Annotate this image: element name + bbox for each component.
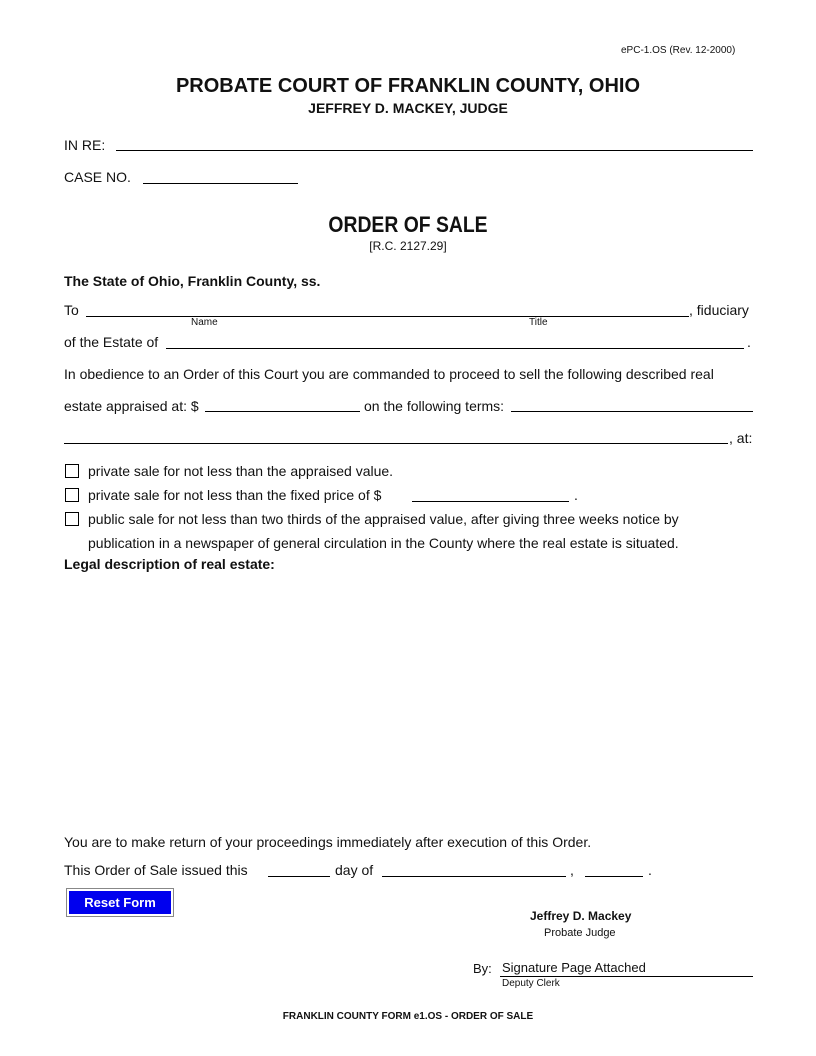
title-caption: Title bbox=[529, 317, 548, 328]
fixed-price-period: . bbox=[574, 487, 578, 503]
estate-period: . bbox=[747, 334, 751, 350]
day-of-label: day of bbox=[335, 862, 374, 878]
terms-field-2[interactable] bbox=[64, 426, 728, 444]
legal-description-field[interactable] bbox=[64, 578, 753, 818]
clerk-signature-line bbox=[500, 976, 753, 977]
fiduciary-name-field[interactable] bbox=[86, 299, 506, 317]
issued-period: . bbox=[648, 862, 652, 878]
in-re-label: IN RE: bbox=[64, 137, 106, 153]
public-sale-checkbox[interactable] bbox=[65, 512, 79, 526]
form-footer: FRANKLIN COUNTY FORM e1.OS - ORDER OF SALE bbox=[282, 1011, 534, 1022]
terms-field-1[interactable] bbox=[511, 394, 753, 412]
obedience-text: In obedience to an Order of this Court you are commanded to proceed to sell the following described real bbox=[64, 366, 714, 382]
to-label: To bbox=[64, 302, 79, 318]
issued-comma: , bbox=[570, 862, 574, 878]
name-caption: Name bbox=[191, 317, 218, 328]
appraised-amount-field[interactable] bbox=[205, 394, 360, 412]
venue-statement: The State of Ohio, Franklin County, ss. bbox=[64, 273, 321, 289]
judge-signature-title: Probate Judge bbox=[544, 927, 616, 939]
estate-label: of the Estate of bbox=[64, 334, 159, 350]
form-id: ePC-1.OS (Rev. 12-2000) bbox=[621, 45, 736, 56]
judge-signature-name: Jeffrey D. Mackey bbox=[530, 909, 632, 923]
issued-year-field[interactable] bbox=[585, 859, 643, 877]
issued-label: This Order of Sale issued this bbox=[64, 862, 248, 878]
legal-description-label: Legal description of real estate: bbox=[64, 556, 275, 572]
fiduciary-title-field[interactable] bbox=[510, 299, 689, 317]
appraised-label: estate appraised at: $ bbox=[64, 398, 199, 414]
by-label: By: bbox=[473, 961, 492, 976]
private-fixed-checkbox[interactable] bbox=[65, 488, 79, 502]
in-re-field[interactable] bbox=[116, 133, 753, 151]
reset-form-button[interactable]: Reset Form bbox=[67, 889, 173, 916]
public-sale-label-line1: public sale for not less than two thirds of the appraised value, after giving three weeks notice by bbox=[88, 511, 679, 527]
issued-month-field[interactable] bbox=[382, 859, 566, 877]
return-instruction: You are to make return of your proceedings immediately after execution of this Order. bbox=[64, 834, 592, 850]
private-fixed-label: private sale for not less than the fixed price of $ bbox=[88, 487, 382, 503]
deputy-clerk-caption: Deputy Clerk bbox=[502, 978, 560, 989]
fixed-price-field[interactable] bbox=[412, 484, 569, 502]
issued-day-field[interactable] bbox=[268, 859, 330, 877]
clerk-signature-value[interactable]: Signature Page Attached bbox=[502, 960, 646, 975]
court-title: PROBATE COURT OF FRANKLIN COUNTY, OHIO bbox=[175, 75, 641, 97]
estate-field[interactable] bbox=[166, 331, 744, 349]
order-title: ORDER OF SALE bbox=[328, 212, 488, 237]
judge-title: JEFFREY D. MACKEY, JUDGE bbox=[308, 100, 508, 116]
fiduciary-label: , fiduciary bbox=[689, 302, 749, 318]
case-no-label: CASE NO. bbox=[64, 169, 131, 185]
private-appraised-checkbox[interactable] bbox=[65, 464, 79, 478]
statute-reference: [R.C. 2127.29] bbox=[369, 239, 447, 253]
private-appraised-label: private sale for not less than the appraised value. bbox=[88, 463, 394, 479]
public-sale-label-line2: publication in a newspaper of general circulation in the County where the real estate is situated. bbox=[88, 535, 679, 551]
case-no-field[interactable] bbox=[143, 166, 298, 184]
terms-label: on the following terms: bbox=[364, 398, 505, 414]
at-label: , at: bbox=[729, 430, 753, 446]
